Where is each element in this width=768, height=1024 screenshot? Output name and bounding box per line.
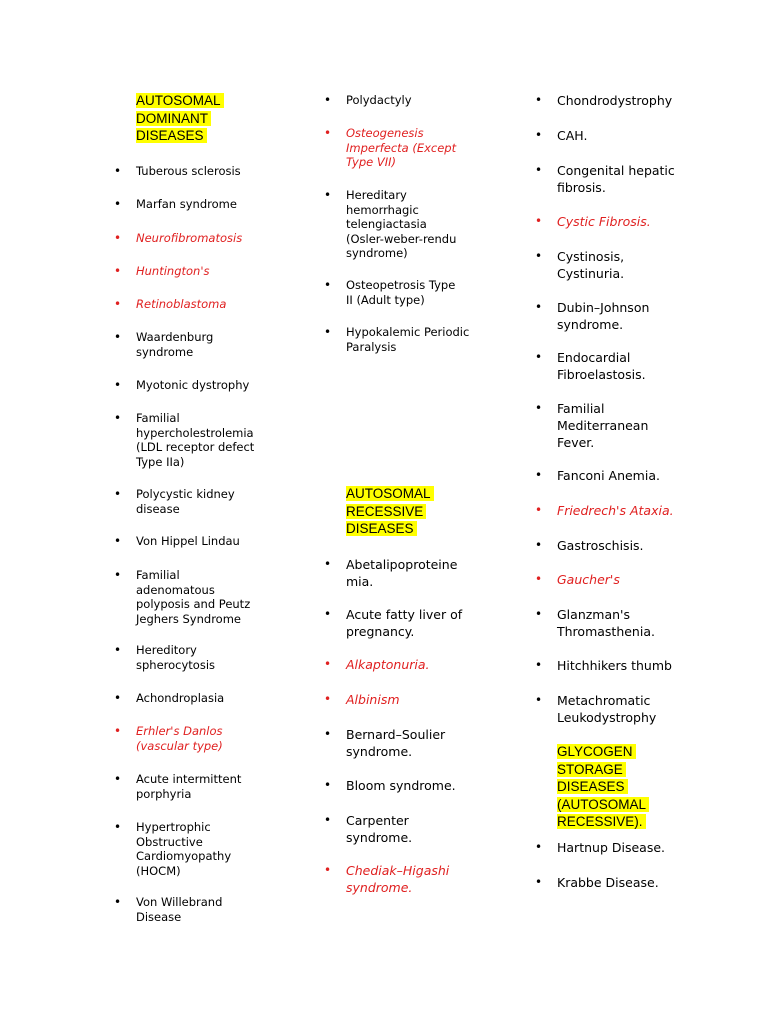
list-item-text: Carpenter — [346, 813, 409, 828]
heading-autosomal-dominant — [136, 92, 224, 145]
bullet-icon: • — [324, 557, 332, 571]
list-item-text: disease — [136, 501, 180, 516]
bullet-icon: • — [535, 875, 543, 889]
list-item — [535, 213, 707, 230]
list-item — [114, 487, 286, 516]
list-item-text: Thromasthenia. — [557, 624, 655, 639]
bullet-icon: • — [114, 164, 122, 178]
list-item — [535, 502, 707, 519]
list-item — [114, 164, 286, 179]
list-item — [535, 657, 707, 674]
bullet-icon: • — [535, 572, 543, 586]
bullet-icon: • — [114, 772, 122, 786]
list-item-text: syndrome. — [346, 744, 413, 759]
bullet-icon: • — [114, 231, 122, 245]
list-item-text: Cystic Fibrosis. — [557, 214, 651, 229]
bullet-icon: • — [114, 534, 122, 548]
list-item — [114, 568, 286, 626]
bullet-icon: • — [535, 693, 543, 707]
bullet-icon: • — [535, 300, 543, 314]
list-item-text: II (Adult type) — [346, 292, 425, 307]
bullet-icon: • — [535, 503, 543, 517]
list-item — [324, 188, 496, 261]
bullet-icon: • — [114, 297, 122, 311]
list-item — [114, 297, 286, 312]
list-item-text: Polydactyly — [346, 93, 412, 107]
bullet-icon: • — [324, 863, 332, 877]
bullet-icon: • — [114, 197, 122, 211]
list-item-text: Abetalipoproteine — [346, 557, 458, 572]
bullet-icon: • — [324, 692, 332, 706]
list-item-text: Osteogenesis — [346, 126, 424, 140]
list-item — [535, 467, 707, 484]
bullet-icon: • — [535, 658, 543, 672]
list-item — [535, 127, 707, 144]
list-item-text: Von Hippel Lindau — [136, 534, 240, 548]
list-item-text: Hereditory — [136, 643, 197, 657]
list-item-text: Type VII) — [346, 155, 396, 169]
bullet-icon: • — [324, 325, 332, 339]
list-item — [324, 606, 496, 640]
bullet-icon: • — [535, 840, 543, 854]
list-item-text: porphyria — [136, 786, 192, 801]
bullet-icon: • — [535, 163, 543, 177]
list-item-text: fibrosis. — [557, 180, 606, 195]
list-item-text: Bernard–Soulier — [346, 727, 446, 742]
list-item-text: Gastroschisis. — [557, 538, 644, 553]
list-item-text: Hypertrophic — [136, 820, 211, 834]
bullet-icon: • — [114, 691, 122, 705]
list-item-text: Von Willebrand — [136, 895, 223, 909]
list-item-text: hemorrhagic — [346, 202, 419, 217]
bullet-icon: • — [535, 401, 543, 415]
list-item-text: Fever. — [557, 435, 595, 450]
bullet-icon: • — [114, 411, 122, 425]
bullet-icon: • — [535, 538, 543, 552]
heading-line: RECESSIVE). — [557, 814, 646, 829]
bullet-icon: • — [114, 643, 122, 657]
list-item — [114, 330, 286, 359]
list-item-text: syndrome. — [346, 830, 413, 845]
list-item-text: Endocardial — [557, 350, 631, 365]
bullet-icon: • — [324, 727, 332, 741]
bullet-icon: • — [535, 350, 543, 364]
list-item — [114, 820, 286, 878]
heading-autosomal-recessive — [346, 485, 434, 538]
list-item — [114, 197, 286, 212]
list-item-text: adenomatous — [136, 582, 215, 597]
list-item — [324, 126, 496, 170]
bullet-icon: • — [324, 607, 332, 621]
list-item-text: Hitchhikers thumb — [557, 658, 672, 673]
list-item-text: Polycystic kidney — [136, 487, 235, 501]
list-item-text: hypercholestrolemia — [136, 425, 254, 440]
heading-line: STORAGE — [557, 762, 626, 777]
list-item-text: Familial — [557, 401, 605, 416]
list-item-text: syndrome. — [557, 317, 624, 332]
list-item — [324, 862, 496, 896]
bullet-icon: • — [324, 188, 332, 202]
list-item-text: spherocytosis — [136, 657, 216, 672]
list-item — [114, 724, 286, 753]
bullet-icon: • — [114, 487, 122, 501]
list-item — [535, 874, 707, 891]
list-item-text: Glanzman's — [557, 607, 631, 622]
bullet-icon: • — [324, 813, 332, 827]
list-item-text: Bloom syndrome. — [346, 778, 456, 793]
list-item — [535, 606, 707, 640]
bullet-icon: • — [535, 249, 543, 263]
list-item-text: mia. — [346, 574, 374, 589]
list-item-text: Chediak–Higashi — [346, 863, 450, 878]
list-item — [114, 691, 286, 706]
bullet-icon: • — [114, 895, 122, 909]
list-item — [535, 248, 707, 282]
list-item — [535, 537, 707, 554]
list-item — [324, 691, 496, 708]
list-item-text: Congenital hepatic — [557, 163, 675, 178]
list-item-text: CAH. — [557, 128, 588, 143]
bullet-icon: • — [535, 607, 543, 621]
bullet-icon: • — [114, 264, 122, 278]
list-item — [324, 777, 496, 794]
list-item-text: Leukodystrophy — [557, 710, 657, 725]
list-item — [324, 656, 496, 673]
list-item-text: pregnancy. — [346, 624, 415, 639]
bullet-icon: • — [114, 724, 122, 738]
list-item-text: telengiactasia — [346, 217, 427, 231]
list-item-text: Myotonic dystrophy — [136, 378, 250, 392]
list-item-text: Cystinosis, — [557, 249, 625, 264]
list-item — [324, 812, 496, 846]
bullet-icon: • — [324, 126, 332, 140]
list-item-text: Familial — [136, 411, 180, 425]
list-item-text: syndrome. — [346, 880, 413, 895]
list-item — [535, 400, 707, 451]
heading-line: GLYCOGEN — [557, 744, 636, 759]
heading-glycogen-storage — [557, 743, 649, 831]
heading-line: RECESSIVE — [346, 504, 426, 519]
bullet-icon: • — [114, 820, 122, 834]
list-item-text: Jeghers Syndrome — [136, 611, 241, 626]
list-item — [535, 299, 707, 333]
list-item — [114, 772, 286, 801]
list-item — [324, 325, 496, 354]
list-item-text: Familial — [136, 568, 180, 582]
heading-line: DISEASES — [346, 521, 417, 536]
list-item-text: Erhler's Danlos — [136, 724, 223, 738]
list-item — [114, 264, 286, 279]
list-item-text: Achondroplasia — [136, 691, 225, 705]
heading-line: DOMINANT — [136, 111, 211, 126]
bullet-icon: • — [324, 778, 332, 792]
list-item — [324, 726, 496, 760]
list-item-text: Retinoblastoma — [136, 297, 227, 311]
list-item-text: Metachromatic — [557, 693, 651, 708]
list-item — [535, 839, 707, 856]
heading-line: DISEASES — [136, 128, 207, 143]
list-item — [535, 571, 707, 588]
list-item-text: syndrome — [136, 344, 194, 359]
list-item-text: Tuberous sclerosis — [136, 164, 241, 178]
list-item-text: polyposis and Peutz — [136, 597, 251, 611]
list-item-text: (vascular type) — [136, 738, 223, 753]
list-item — [324, 93, 496, 108]
list-item-text: Alkaptonuria. — [346, 657, 430, 672]
bullet-icon: • — [535, 468, 543, 482]
list-item-text: Mediterranean — [557, 418, 649, 433]
list-item-text: Gaucher's — [557, 572, 620, 587]
list-item-text: Acute intermittent — [136, 772, 242, 786]
list-item-text: Chondrodystrophy — [557, 93, 673, 108]
list-item-text: Hypokalemic Periodic — [346, 325, 470, 339]
list-item — [114, 643, 286, 672]
list-item — [535, 92, 707, 109]
list-item-text: Hereditary — [346, 188, 407, 202]
list-item-text: Dubin–Johnson — [557, 300, 650, 315]
list-item — [535, 162, 707, 196]
list-item — [535, 692, 707, 726]
list-item — [114, 411, 286, 469]
heading-line: DISEASES — [557, 779, 628, 794]
list-item-text: Cardiomyopathy — [136, 849, 232, 863]
bullet-icon: • — [324, 278, 332, 292]
list-item — [324, 556, 496, 590]
list-item-text: (HOCM) — [136, 863, 181, 878]
list-item-text: Marfan syndrome — [136, 197, 237, 211]
list-item — [535, 349, 707, 383]
list-item-text: Hartnup Disease. — [557, 840, 665, 855]
list-item-text: Fibroelastosis. — [557, 367, 646, 382]
bullet-icon: • — [324, 657, 332, 671]
list-item-text: Huntington's — [136, 264, 210, 278]
list-item-text: Waardenburg — [136, 330, 214, 344]
heading-line: (AUTOSOMAL — [557, 797, 649, 812]
list-item-text: Osteopetrosis Type — [346, 278, 456, 292]
bullet-icon: • — [324, 93, 332, 107]
bullet-icon: • — [114, 378, 122, 392]
list-item-text: Albinism — [346, 692, 400, 707]
list-item-text: Neurofibromatosis — [136, 231, 243, 245]
bullet-icon: • — [535, 214, 543, 228]
list-item-text: (LDL receptor defect — [136, 440, 255, 454]
list-item-text: Fanconi Anemia. — [557, 468, 660, 483]
list-item — [114, 534, 286, 549]
list-item-text: Obstructive — [136, 834, 203, 849]
heading-line: AUTOSOMAL — [346, 486, 434, 501]
bullet-icon: • — [535, 128, 543, 142]
list-item-text: Cystinuria. — [557, 266, 625, 281]
list-item-text: Krabbe Disease. — [557, 875, 659, 890]
list-item-text: Friedrech's Ataxia. — [557, 503, 674, 518]
list-item — [114, 231, 286, 246]
list-item-text: Acute fatty liver of — [346, 607, 463, 622]
list-item-text: (Osler-weber-rendu — [346, 231, 457, 246]
list-item-text: Type IIa) — [136, 454, 185, 469]
list-item — [114, 895, 286, 924]
list-item — [324, 278, 496, 307]
list-item — [114, 378, 286, 393]
list-item-text: Paralysis — [346, 339, 397, 354]
bullet-icon: • — [114, 330, 122, 344]
list-item-text: syndrome) — [346, 246, 408, 260]
list-item-text: Imperfecta (Except — [346, 140, 457, 155]
bullet-icon: • — [114, 568, 122, 582]
list-item-text: Disease — [136, 909, 182, 924]
bullet-icon: • — [535, 93, 543, 107]
heading-line: AUTOSOMAL — [136, 93, 224, 108]
